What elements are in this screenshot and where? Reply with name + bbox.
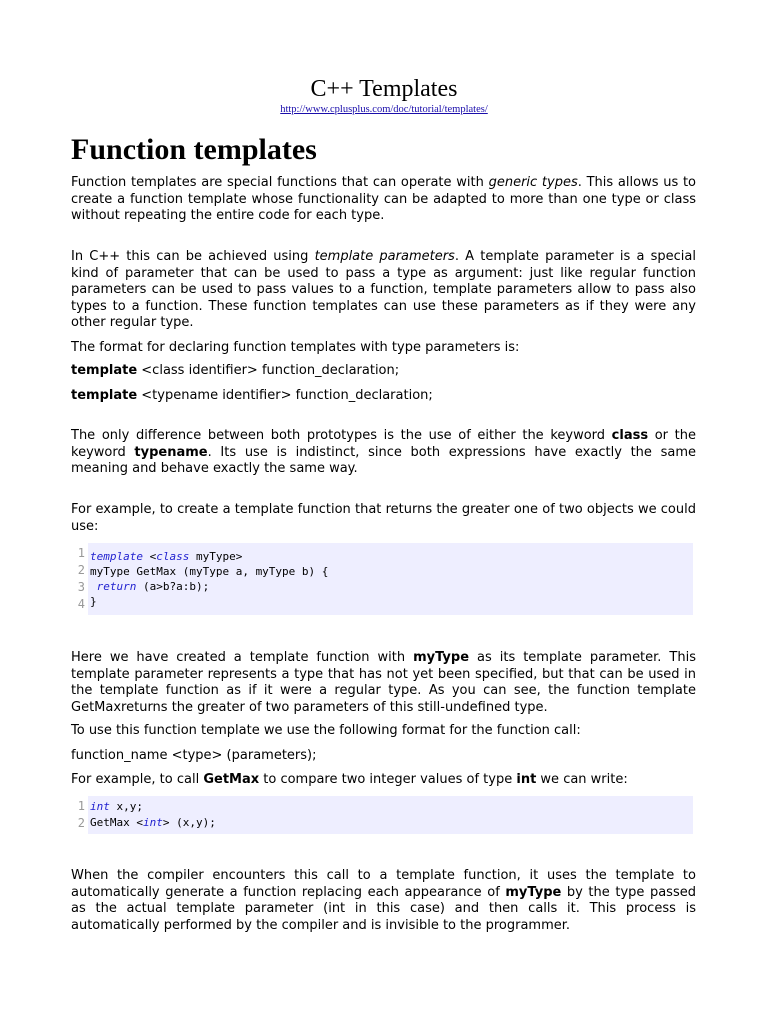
code-text: GetMax < <box>90 816 143 829</box>
text-run: to compare two integer values of type <box>259 772 517 787</box>
code-area <box>88 543 693 615</box>
code-text: < <box>142 550 157 563</box>
emphasis-text: generic types <box>488 175 578 190</box>
text-run: we can write: <box>536 772 628 787</box>
text-run: as its template parameter. This template parameter represents a type that has not yet been specified, but that can be used in the template function as if it were a regular type. As you can see, the function template GetMaxreturns the greater of two parameters of this still-undefined type. <box>71 650 696 715</box>
code-text: x,y; <box>109 800 143 813</box>
paragraph-compiler-behavior <box>71 868 696 934</box>
keyword-getmax: GetMax <box>203 772 260 787</box>
section-heading: Function templates <box>71 133 317 166</box>
text-run: The only difference between both prototypes is the use of either the keyword <box>71 428 612 443</box>
emphasis-text: template parameters <box>314 249 455 264</box>
line-number: 1 <box>77 546 85 560</box>
code-keyword: class <box>156 550 190 563</box>
paragraph-template-parameters <box>71 249 696 332</box>
code-text: > (x,y); <box>162 816 216 829</box>
text-run: . This allows us to create a function template whose functionality can be adapted to more than one type or class without repeating the entire code for each type. <box>71 175 697 223</box>
line-number-gutter <box>71 796 88 834</box>
line-number: 3 <box>77 580 85 594</box>
text-run: . A template parameter is a special kind of parameter that can be used to pass a type as argument: just like regular function parameters can be used to pass values to a function, template parameters allow to pass also types to a function. These function templates can use these parameters as if they were any other regular type. <box>71 249 696 330</box>
code-line <box>90 799 143 814</box>
keyword-int: int <box>516 772 537 787</box>
code-keyword: int <box>142 816 163 829</box>
source-url <box>0 103 768 117</box>
code-text: myType> <box>189 550 243 563</box>
text-run: When the compiler encounters this call to a template function, it uses the template to automatically generate a function replacing each appearance of <box>71 868 696 900</box>
line-number-gutter <box>71 543 88 615</box>
paragraph-call-example-intro <box>71 772 628 789</box>
paragraph-format-intro: The format for declaring function templates with type parameters is: <box>71 340 520 355</box>
paragraph-example-intro: For example, to create a template function that returns the greater one of two objects we could use: <box>71 502 696 534</box>
text-run: Here we have created a template function with <box>71 650 414 665</box>
text-run: <class identifier> function_declaration; <box>137 363 400 378</box>
paragraph-difference <box>71 428 696 478</box>
code-text: (a>b?a:b); <box>136 580 210 593</box>
text-run: Function templates are special functions that can operate with <box>71 175 489 190</box>
keyword-typename: typename <box>134 444 208 460</box>
code-text <box>90 580 97 593</box>
syntax-class <box>71 363 399 380</box>
code-block-getmax <box>71 543 693 615</box>
code-line <box>90 549 242 564</box>
line-number: 2 <box>77 563 85 577</box>
code-line: } <box>90 595 97 608</box>
keyword-template: template <box>71 363 138 378</box>
code-line: myType GetMax (myType a, myType b) { <box>90 565 329 578</box>
text-run: or the keyword <box>71 428 696 460</box>
paragraph-intro <box>71 175 696 225</box>
paragraph-mytype-explanation <box>71 650 696 716</box>
text-run: <typename identifier> function_declaration; <box>137 388 433 403</box>
code-keyword: return <box>96 580 137 593</box>
code-keyword: template <box>90 550 143 563</box>
call-format-syntax: function_name <type> (parameters); <box>71 748 317 763</box>
source-url-link[interactable]: http://www.cplusplus.com/doc/tutorial/templates/ <box>280 104 488 115</box>
paragraph-call-format-intro: To use this function template we use the following format for the function call: <box>71 723 581 738</box>
syntax-typename <box>71 388 433 405</box>
code-block-call <box>71 796 693 834</box>
text-run: . Its use is indistinct, since both expressions have exactly the same meaning and behave exactly the same way. <box>71 444 697 476</box>
line-number: 4 <box>77 597 85 611</box>
line-number: 2 <box>77 816 85 830</box>
keyword-mytype: myType <box>413 650 470 665</box>
keyword-mytype: myType <box>505 884 562 900</box>
code-area <box>88 796 693 834</box>
text-run: For example, to call <box>71 772 204 787</box>
text-run: by the type passed as the actual template parameter (int in this case) and then calls it. This process is automatically performed by the compiler and is invisible to the programmer. <box>71 884 696 933</box>
document-title: C++ Templates <box>310 76 458 102</box>
code-line <box>90 815 216 830</box>
code-line <box>90 579 209 594</box>
keyword-class: class <box>611 428 649 443</box>
code-keyword: int <box>90 800 110 813</box>
keyword-template: template <box>71 388 138 403</box>
text-run: In C++ this can be achieved using <box>71 249 315 264</box>
line-number: 1 <box>77 799 85 813</box>
